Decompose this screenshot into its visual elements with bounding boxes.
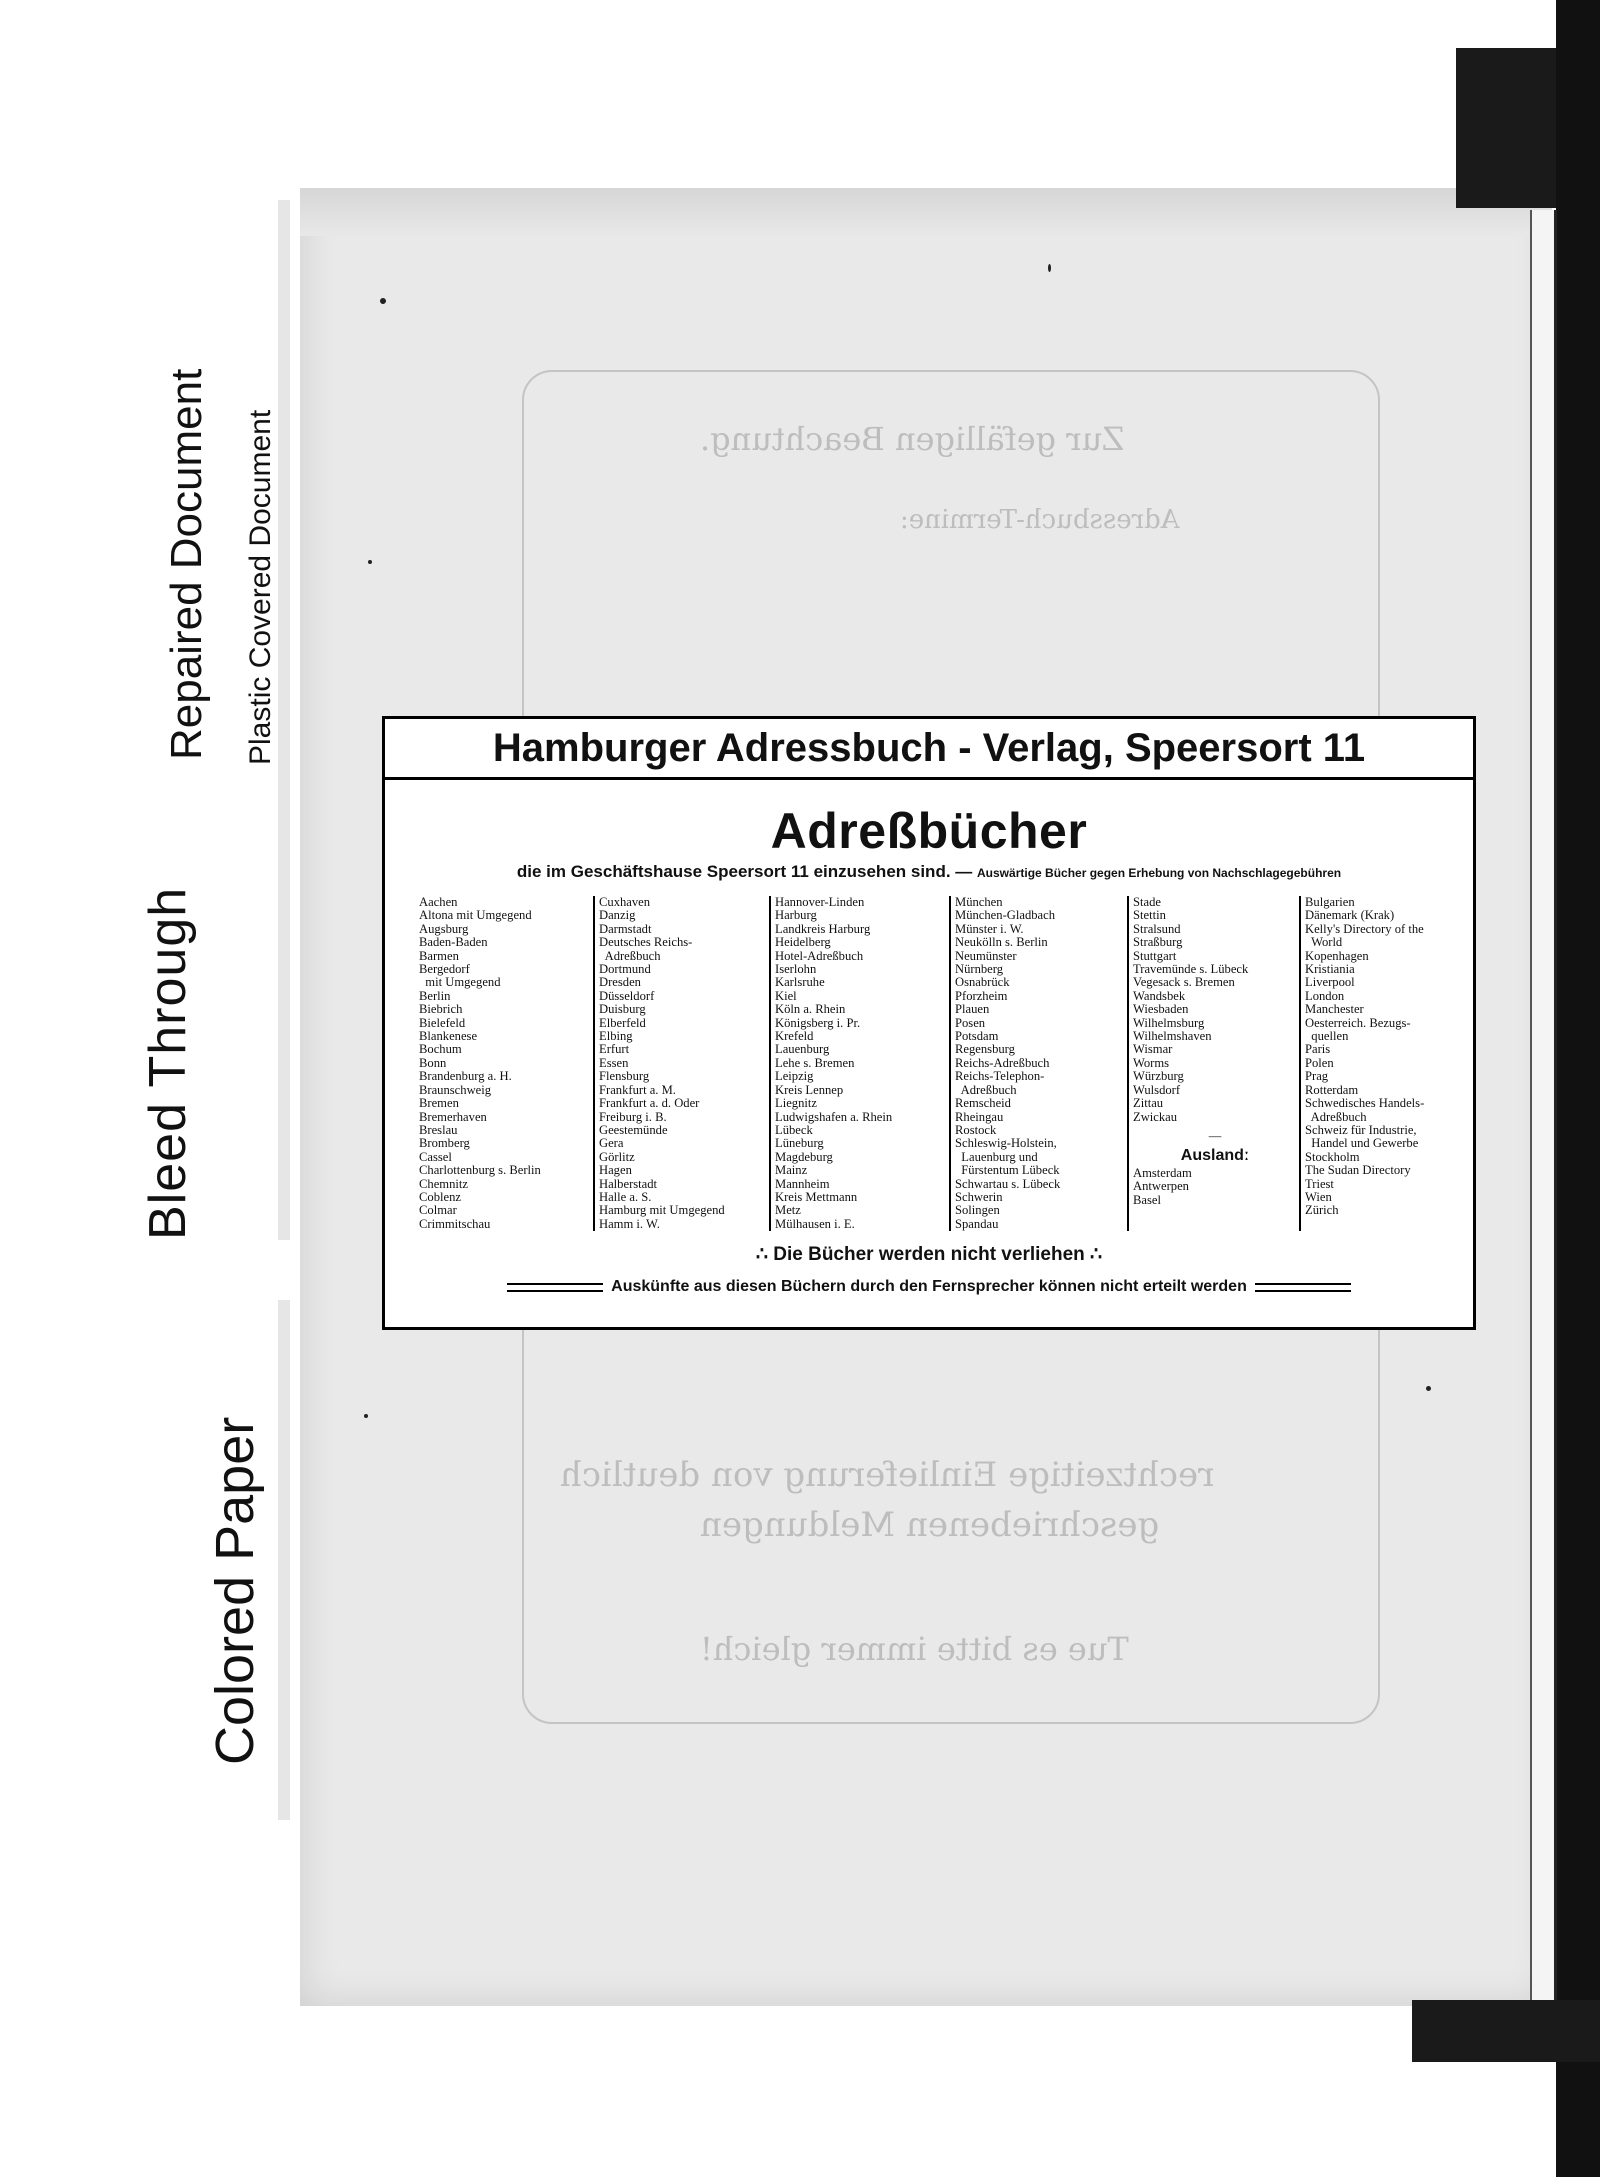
- city-list-item: Chemnitz: [419, 1176, 468, 1191]
- city-list-item: Colmar: [419, 1203, 457, 1218]
- city-list-item: Münster i. W.: [955, 921, 1024, 936]
- city-list-item: Zittau: [1133, 1096, 1164, 1111]
- city-list-item: The Sudan Directory: [1305, 1163, 1411, 1178]
- city-list-item: Kiel: [775, 988, 797, 1003]
- city-list-item: Mainz: [775, 1163, 808, 1178]
- ad-footer: [385, 1278, 1473, 1296]
- city-list-item: Remscheid: [955, 1096, 1011, 1111]
- city-list-item: Leipzig: [775, 1069, 814, 1084]
- city-column: [595, 896, 771, 1231]
- city-list-item: Kelly's Directory of the: [1305, 921, 1424, 936]
- city-list-item: Wilhelmsburg: [1133, 1015, 1205, 1030]
- lending-notice: ∴ Die Bücher werden nicht verliehen ∴: [755, 1244, 1103, 1266]
- city-list-item: Adreßbuch: [599, 948, 661, 963]
- bleed-through-text: geschriebenen Meldungen: [700, 1505, 1160, 1545]
- city-column: [1301, 896, 1451, 1231]
- city-list-item: Triest: [1305, 1176, 1334, 1191]
- city-list-item: Regensburg: [955, 1042, 1015, 1057]
- city-list-item: Stettin: [1133, 908, 1166, 923]
- city-list-item: Augsburg: [419, 921, 469, 936]
- city-list-item: Dänemark (Krak): [1305, 908, 1395, 923]
- city-list-item: Geestemünde: [599, 1122, 668, 1137]
- city-list-item: Wiesbaden: [1133, 1002, 1189, 1017]
- city-list-item: Elberfeld: [599, 1015, 646, 1030]
- city-list-item: Kreis Lennep: [775, 1082, 844, 1097]
- city-list-item: Wien: [1305, 1189, 1332, 1204]
- city-list-item: Bochum: [419, 1042, 462, 1057]
- ausland-heading: Auslandː: [1180, 1147, 1250, 1165]
- city-list-item: Lehe s. Bremen: [775, 1055, 855, 1070]
- colored-paper-label: Colored Paper: [205, 1416, 265, 1765]
- city-list-item: Brandenburg a. H.: [419, 1069, 512, 1084]
- city-list-item: Wismar: [1133, 1042, 1173, 1057]
- city-list-item: Posen: [955, 1015, 986, 1030]
- column-dash: —: [1208, 1128, 1222, 1143]
- city-list-item: Stralsund: [1133, 921, 1181, 936]
- city-list-item: Straßburg: [1133, 935, 1183, 950]
- city-list-item: Kreis Mettmann: [775, 1189, 858, 1204]
- city-list-item: Duisburg: [599, 1002, 646, 1017]
- repaired-document-label: Repaired Document: [162, 368, 211, 760]
- city-list-item: Berlin: [419, 988, 451, 1003]
- city-list-item: Frankfurt a. d. Oder: [599, 1096, 700, 1111]
- city-list-item: Schleswig-Holstein,: [955, 1136, 1057, 1151]
- city-list-item: Neumünster: [955, 948, 1017, 963]
- city-list-item: Heidelberg: [775, 935, 831, 950]
- city-list-item: Harburg: [775, 908, 817, 923]
- city-list-item: Amsterdam: [1133, 1165, 1192, 1180]
- city-list-item: Düsseldorf: [599, 988, 655, 1003]
- city-list-item: Antwerpen: [1133, 1179, 1189, 1194]
- city-list-item: mit Umgegend: [419, 975, 501, 990]
- city-list-item: Würzburg: [1133, 1069, 1184, 1084]
- city-list-item: Rotterdam: [1305, 1082, 1359, 1097]
- city-column: [1129, 896, 1301, 1231]
- city-list-item: Altona mit Umgegend: [419, 908, 532, 923]
- dust-speck: [380, 298, 386, 304]
- city-list-item: Zürich: [1305, 1203, 1339, 1218]
- city-list-item: Worms: [1133, 1055, 1170, 1070]
- city-list-item: Stockholm: [1305, 1149, 1360, 1164]
- city-list-item: Mülhausen i. E.: [775, 1216, 855, 1231]
- city-list-item: Baden-Baden: [419, 935, 488, 950]
- city-list-item: Breslau: [419, 1122, 458, 1137]
- advertisement-box: [382, 716, 1476, 1330]
- city-list-item: Bulgarien: [1305, 895, 1355, 909]
- city-list-item: Lüneburg: [775, 1136, 824, 1151]
- city-list-item: Lübeck: [775, 1122, 813, 1137]
- city-list-item: Kristiania: [1305, 962, 1355, 977]
- city-list-item: Metz: [775, 1203, 801, 1218]
- dust-speck: [368, 560, 372, 564]
- city-list-item: Bielefeld: [419, 1015, 466, 1030]
- label-tab-strip: [278, 1300, 290, 1820]
- city-list-item: Potsdam: [955, 1029, 999, 1044]
- city-list-item: Neukölln s. Berlin: [955, 935, 1048, 950]
- city-list-item: Rostock: [955, 1122, 997, 1137]
- city-list-item: Hamm i. W.: [599, 1216, 660, 1231]
- city-list-item: Nürnberg: [955, 962, 1004, 977]
- city-list-item: Coblenz: [419, 1189, 461, 1204]
- city-list-item: Solingen: [955, 1203, 1000, 1218]
- city-list-item: Rheingau: [955, 1109, 1004, 1124]
- city-list-item: Basel: [1133, 1192, 1161, 1207]
- city-list-item: Lauenburg: [775, 1042, 830, 1057]
- city-list-item: Reichs-Telephon-: [955, 1069, 1045, 1084]
- city-list-item: Barmen: [419, 948, 459, 963]
- city-list-item: Gera: [599, 1136, 624, 1151]
- city-list-item: Erfurt: [599, 1042, 630, 1057]
- city-list-item: Spandau: [955, 1216, 999, 1231]
- dust-speck: [364, 1414, 368, 1418]
- ad-subtitle-small: Auswärtige Bücher gegen Erhebung von Nachschlagegebühren: [977, 866, 1342, 880]
- city-list-item: Frankfurt a. M.: [599, 1082, 676, 1097]
- city-list-item: Reichs-Adreßbuch: [955, 1055, 1050, 1070]
- city-list-item: Lauenburg und: [955, 1149, 1038, 1164]
- city-list-item: Essen: [599, 1055, 629, 1070]
- city-list-item: Schwedisches Handels-: [1305, 1096, 1425, 1111]
- city-list-item: Karlsruhe: [775, 975, 825, 990]
- city-list-item: quellen: [1305, 1029, 1349, 1044]
- city-list-item: München-Gladbach: [955, 908, 1056, 923]
- city-list-item: Schwartau s. Lübeck: [955, 1176, 1061, 1191]
- dust-speck: [1426, 1386, 1431, 1391]
- city-list-item: Magdeburg: [775, 1149, 833, 1164]
- city-column: [951, 896, 1129, 1231]
- city-list-item: Paris: [1305, 1042, 1331, 1057]
- city-list-item: Hotel-Adreßbuch: [775, 948, 864, 963]
- city-column: [771, 896, 951, 1231]
- city-list-item: Bonn: [419, 1055, 447, 1070]
- city-list-item: Adreßbuch: [1305, 1109, 1367, 1124]
- city-column: [415, 896, 595, 1231]
- city-list-item: Deutsches Reichs-: [599, 935, 693, 950]
- ad-header: Hamburger Adressbuch - Verlag, Speersort 11: [385, 719, 1473, 780]
- bleed-through-text: rechtzeitige Einlieferung von deutlich: [560, 1455, 1215, 1495]
- scan-dark-corner-bottom: [1412, 2000, 1600, 2062]
- city-list-item: Wandsbek: [1133, 988, 1186, 1003]
- column-items: [1133, 896, 1297, 1124]
- city-list-item: Charlottenburg s. Berlin: [419, 1163, 541, 1178]
- city-list-item: Adreßbuch: [955, 1082, 1017, 1097]
- page-top-edge: [300, 188, 1552, 236]
- city-list-item: Polen: [1305, 1055, 1334, 1070]
- city-list-item: Stuttgart: [1133, 948, 1177, 963]
- city-list-item: Oesterreich. Bezugs-: [1305, 1015, 1411, 1030]
- city-list-item: Landkreis Harburg: [775, 921, 871, 936]
- city-list-item: Wulsdorf: [1133, 1082, 1181, 1097]
- city-list-item: Dresden: [599, 975, 641, 990]
- dust-speck: [1048, 264, 1051, 272]
- bleed-through-text: Adressbuch-Termine:: [900, 505, 1180, 535]
- city-list-item: Aachen: [419, 895, 458, 909]
- city-list-item: Bromberg: [419, 1136, 470, 1151]
- footer-rule-left: [507, 1283, 603, 1292]
- city-list-item: Hannover-Linden: [775, 895, 865, 909]
- city-list-item: Elbing: [599, 1029, 633, 1044]
- city-list-item: Schweiz für Industrie,: [1305, 1122, 1417, 1137]
- city-list-item: Liverpool: [1305, 975, 1355, 990]
- city-list-item: Wilhelmshaven: [1133, 1029, 1212, 1044]
- city-list-item: Görlitz: [599, 1149, 635, 1164]
- city-list-item: Fürstentum Lübeck: [955, 1163, 1060, 1178]
- city-list-item: Blankenese: [419, 1029, 478, 1044]
- city-list-item: Bergedorf: [419, 962, 470, 977]
- city-list-item: Bremerhaven: [419, 1109, 487, 1124]
- city-list-item: Vegesack s. Bremen: [1133, 975, 1235, 990]
- city-list-item: Kopenhagen: [1305, 948, 1369, 963]
- bleed-through-label: Bleed Through: [139, 886, 197, 1240]
- label-tab-strip: [278, 200, 290, 1240]
- city-list-item: Osnabrück: [955, 975, 1010, 990]
- city-list-item: Cassel: [419, 1149, 452, 1164]
- city-list-item: Hamburg mit Umgegend: [599, 1203, 725, 1218]
- city-list-item: Hagen: [599, 1163, 632, 1178]
- city-list-item: London: [1305, 988, 1345, 1003]
- bleed-through-text: Zur gefälligen Beachtung.: [700, 420, 1125, 458]
- footer-text: Auskünfte aus diesen Büchern durch den Fernsprecher können nicht erteilt werden: [611, 1278, 1247, 1296]
- city-list-item: Cuxhaven: [599, 895, 651, 909]
- bleed-through-text: Tue es bitte immer gleich!: [700, 1630, 1129, 1668]
- city-list-item: Freiburg i. B.: [599, 1109, 667, 1124]
- footer-rule-right: [1255, 1283, 1351, 1292]
- city-list-item: Flensburg: [599, 1069, 650, 1084]
- city-list-item: Prag: [1305, 1069, 1329, 1084]
- city-columns: [415, 896, 1451, 1231]
- plastic-covered-label: Plastic Covered Document: [244, 409, 277, 765]
- city-list-item: Königsberg i. Pr.: [775, 1015, 861, 1030]
- city-list-item: Danzig: [599, 908, 636, 923]
- ausland-list: [1133, 1167, 1297, 1207]
- city-list-item: World: [1305, 935, 1343, 950]
- city-list-item: Mannheim: [775, 1176, 830, 1191]
- ad-subtitle: [385, 862, 1473, 882]
- city-list-item: Braunschweig: [419, 1082, 492, 1097]
- scan-dark-border: [1556, 0, 1600, 2177]
- city-list-item: Liegnitz: [775, 1096, 817, 1111]
- city-list-item: Bremen: [419, 1096, 459, 1111]
- city-list-item: Halberstadt: [599, 1176, 658, 1191]
- city-list-item: Krefeld: [775, 1029, 814, 1044]
- city-list-item: Zwickau: [1133, 1109, 1178, 1124]
- city-list-item: Ludwigshafen a. Rhein: [775, 1109, 893, 1124]
- ad-title: Adreßbücher: [770, 803, 1088, 859]
- city-list-item: Manchester: [1305, 1002, 1364, 1017]
- city-list-item: Iserlohn: [775, 962, 817, 977]
- city-list-item: Köln a. Rhein: [775, 1002, 846, 1017]
- city-list-item: Crimmitschau: [419, 1216, 491, 1231]
- city-list-item: Biebrich: [419, 1002, 463, 1017]
- city-list-item: München: [955, 895, 1003, 909]
- book-binding-edge: [1530, 210, 1557, 2000]
- city-list-item: Darmstadt: [599, 921, 652, 936]
- city-list-item: Stade: [1133, 895, 1161, 909]
- ad-subtitle-main: die im Geschäftshause Speersort 11 einzusehen sind. —: [516, 862, 973, 881]
- city-list-item: Dortmund: [599, 962, 651, 977]
- city-list-item: Travemünde s. Lübeck: [1133, 962, 1249, 977]
- city-list-item: Handel und Gewerbe: [1305, 1136, 1419, 1151]
- city-list-item: Halle a. S.: [599, 1189, 652, 1204]
- city-list-item: Plauen: [955, 1002, 990, 1017]
- city-list-item: Pforzheim: [955, 988, 1008, 1003]
- city-list-item: Schwerin: [955, 1189, 1003, 1204]
